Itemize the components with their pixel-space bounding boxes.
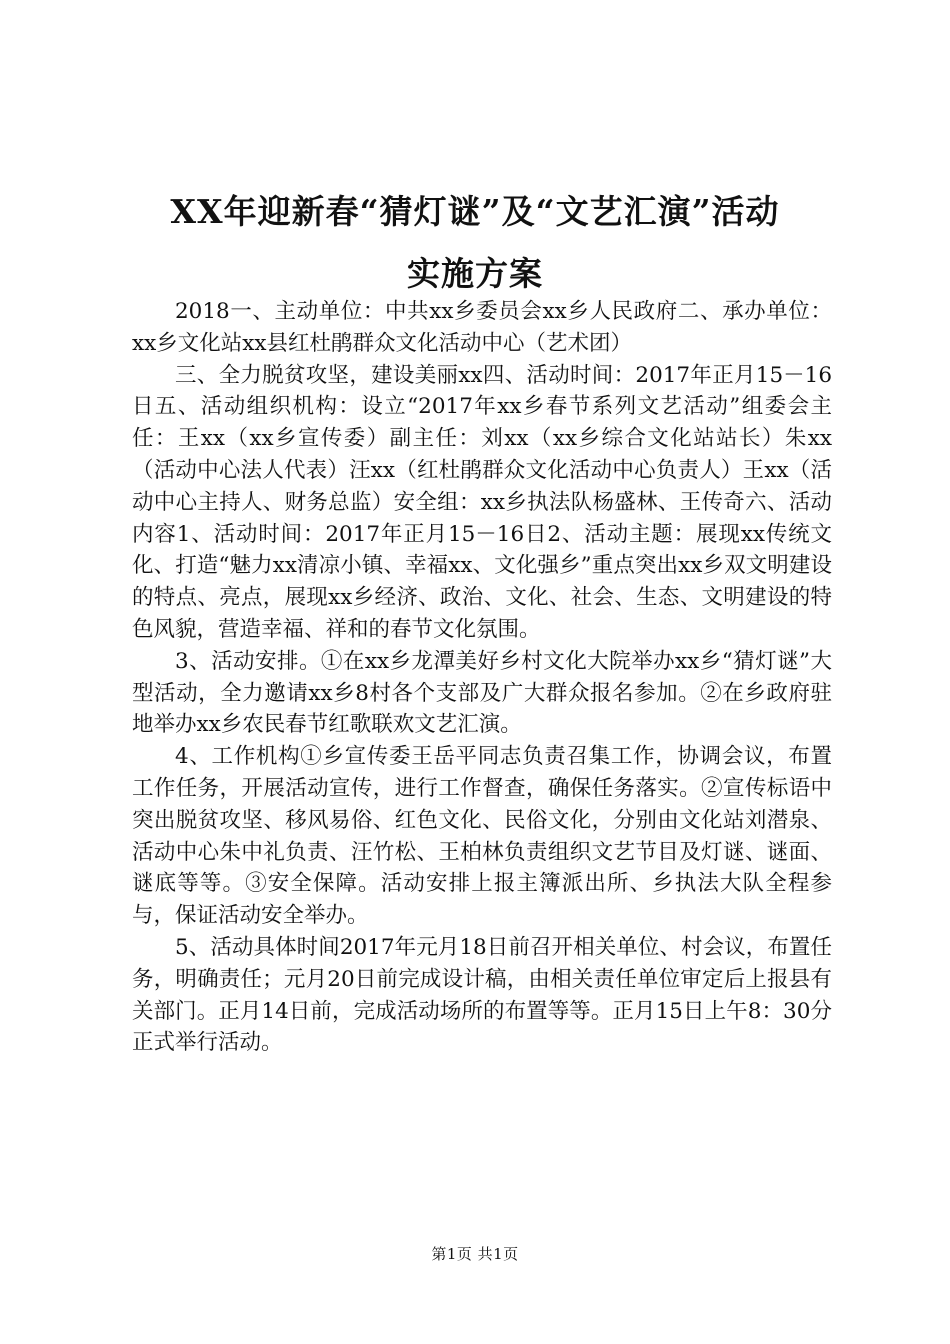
paragraph-4: 4、工作机构①乡宣传委王岳平同志负责召集工作，协调会议，布置工作任务，开展活动宣传，进行工作督查，确保任务落实。②宣传标语中突出脱贫攻坚、移风易俗、红色文化、民俗文化，分别由文化站刘潜泉、活动中心朱中礼负责、汪竹松、王柏林负责组织文艺节目及灯谜、谜面、谜底等等。③安全保障。活动安排上报主簿派出所、乡执法大队全程参与，保证活动安全举办。 <box>132 744 832 929</box>
document-title-line-2: 实施方案 <box>407 254 543 293</box>
document-title-line-1: XX年迎新春“猜灯谜”及“文艺汇演”活动 <box>170 192 780 231</box>
paragraph-3: 3、活动安排。①在xx乡龙潭美好乡村文化大院举办xx乡“猜灯谜”大型活动，全力邀请xx乡8村各个支部及广大群众报名参加。②在乡政府驻地举办xx乡农民春节红歌联欢文艺汇演。 <box>132 648 832 738</box>
document-body <box>132 296 832 1059</box>
page-number-footer: 第1页 共1页 <box>431 1245 519 1263</box>
paragraph-5: 5、活动具体时间2017年元月18日前召开相关单位、村会议，布置任务，明确责任；元月20日前完成设计稿，由相关责任单位审定后上报县有关部门。正月14日前，完成活动场所的布置等等。正月15日上午8：30分正式举行活动。 <box>132 934 832 1056</box>
paragraph-2: 三、全力脱贫攻坚，建设美丽xx四、活动时间：2017年正月15－16日五、活动组织机构：设立“2017年xx乡春节系列文艺活动”组委会主任：王xx（xx乡宣传委）副主任：刘xx（xx乡综合文化站站长）朱xx（活动中心法人代表）汪xx（红杜鹃群众文化活动中心负责人）王xx（活动中心主持人、财务总监）安全组：xx乡执法队杨盛林、王传奇六、活动内容1、活动时间：2017年正月15－16日2、活动主题：展现xx传统文化、打造“魅力xx清凉小镇、幸福xx、文化强乡”重点突出xx乡双文明建设的特点、亮点，展现xx乡经济、政治、文化、社会、生态、文明建设的特色风貌，营造幸福、祥和的春节文化氛围。 <box>132 362 832 642</box>
paragraph-1: 2018一、主动单位：中共xx乡委员会xx乡人民政府二、承办单位：xx乡文化站xx县红杜鹃群众文化活动中心（艺术团） <box>132 299 832 356</box>
